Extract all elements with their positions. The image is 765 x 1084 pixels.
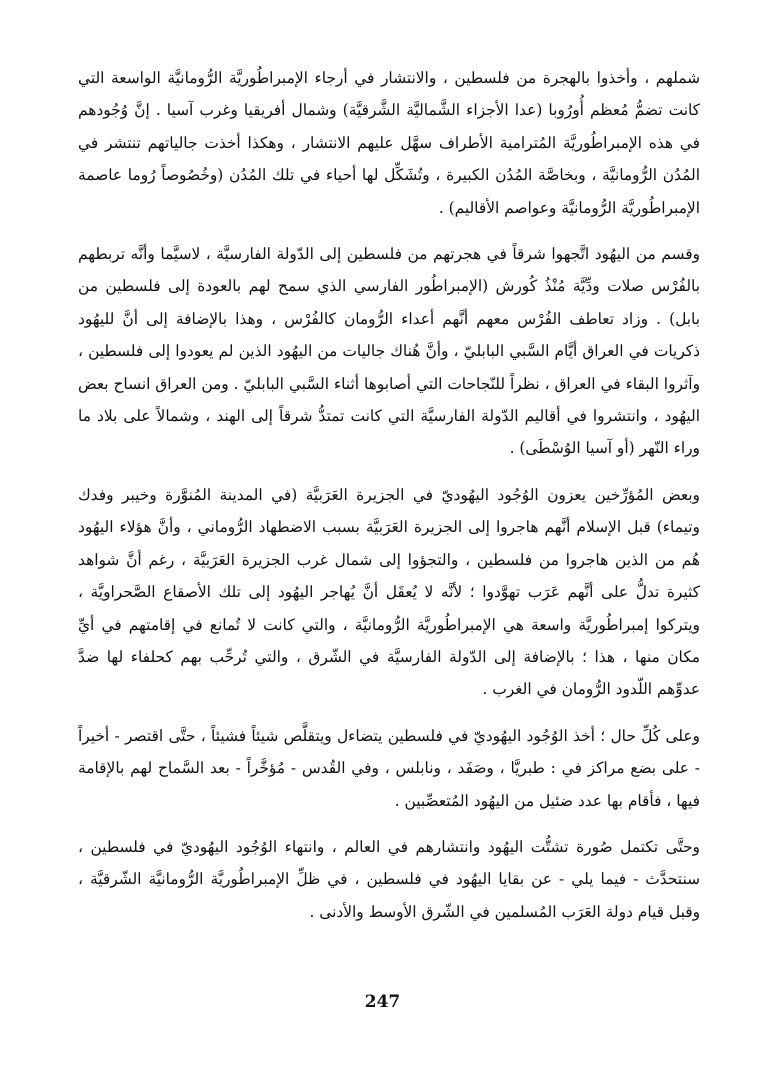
paragraph: وعلى كُلِّ حال ؛ أخذ الوُجُود اليهُوديّ في فلسطين يتضاءل ويتقلَّص شيئاً فشيئاً ، حتَّى اقتصر - أخيراً - على بضع مراكز في : طبريَّا ، وصَفَد ، ونابلس ، وفي القُدس - مُؤخَّراً - بعد السَّماح لهم بالإقامة فيها ، فأقام بها عدد ضئيل من اليهُود المُتعصِّبين . [78, 726, 700, 810]
page-number: 247 [364, 992, 401, 1012]
page-body-text [78, 62, 700, 942]
paragraph: وحتَّى تكتمل صُورة تشتُّت اليهُود وانتشارهم في العالم ، وانتهاء الوُجُود اليهُوديّ في فلسطين ، سنتحدَّث - فيما يلي - عن بقايا اليهُود في فلسطين ، في ظلِّ الإمبراطُوريَّة الرُّومانيَّة الشّرقيَّة ، وقبل قيام دولة العَرَب المُسلمين في الشّرق الأوسط والأدنى . [78, 837, 700, 921]
paragraph: وبعض المُؤرِّخين يعزون الوُجُود اليهُوديّ في الجزيرة العَرَبيَّة (في المدينة المُنوَّرة وخيبر وفدك وتيماء) قبل الإسلام أنَّهم هاجروا إلى الجزيرة العَرَبيَّة بسبب الاضطهاد الرُّوماني ، وأنَّ هؤلاء اليهُود هُم من الذين هاجروا من فلسطين ، والتجؤوا إلى شمال غرب الجزيرة العَرَبيَّة ، رغم أنَّ شواهد كثيرة تدلُّ على أنَّهم عَرَب تهوَّدوا ؛ لأنَّه لا يُعقَل أنَّ يُهاجر اليهُود إلى تلك الأصقاع الصَّحراويَّة ، ويتركوا إمبراطُوريَّة واسعة هي الإمبراطُوريَّة الرُّومانيَّة ، والتي كانت لا تُمانع في إقامتهم في أيِّ مكان منها ، هذا ؛ بالإضافة إلى الدّولة الفارسيَّة في الشّرق ، والتي تُرحِّب بهم كحلفاء لها ضدَّ عدوِّهم اللّدود الرُّومان في الغرب . [78, 485, 700, 699]
paragraph: شملهم ، وأخذوا بالهجرة من فلسطين ، والانتشار في أرجاء الإمبراطُوريَّة الرُّومانيَّة الواسعة التي كانت تضمُّ مُعظم أُورُوبا (عدا الأجزاء الشَّماليَّة الشَّرقيَّة) وشمال أفريقيا وغرب آسيا . إنَّ وُجُودهم في هذه الإمبراطُوريَّة المُترامية الأطراف سهَّل عليهم الانتشار ، وهكذا أخذت جالياتهم تنتشر في المُدُن الرُّومانيَّة ، وبخاصَّة المُدُن الكبيرة ، وتُشَكِّل لها أحياء في تلك المُدُن (وخُصُوصاً رُوما عاصمة الإمبراطُوريَّة الرُّومانيَّة وعواصم الأقاليم) . [78, 69, 700, 217]
paragraph: وقسم من اليهُود اتَّجهوا شرقاً في هجرتهم من فلسطين إلى الدّولة الفارسيَّة ، لاسيَّما وأنَّه تربطهم بالفُرْس صلات ودِّيَّة مُنْذُ كُورش (الإمبراطُور الفارسي الذي سمح لهم بالعودة إلى فلسطين من بابل) . وزاد تعاطف الفُرْس معهم أنَّهم أعداء الرُّومان كالفُرْس ، وهذا بالإضافة إلى أنَّ لليهُود ذكريات في العراق أيَّام السَّبي البابليّ ، وأنَّ هُناك جاليات من اليهُود الذين لم يعودوا إلى فلسطين ، وآثروا البقاء في العراق ، نظراً للنّجاحات التي أصابوها أثناء السَّبي البابليّ . ومن العراق انساح بعض اليهُود ، وانتشروا في أقاليم الدّولة الفارسيَّة التي كانت تمتدُّ شرقاً إلى الهند ، وشمالاً على بلاد ما وراء النّهر (أو آسيا الوُسْطَى) . [78, 245, 700, 458]
